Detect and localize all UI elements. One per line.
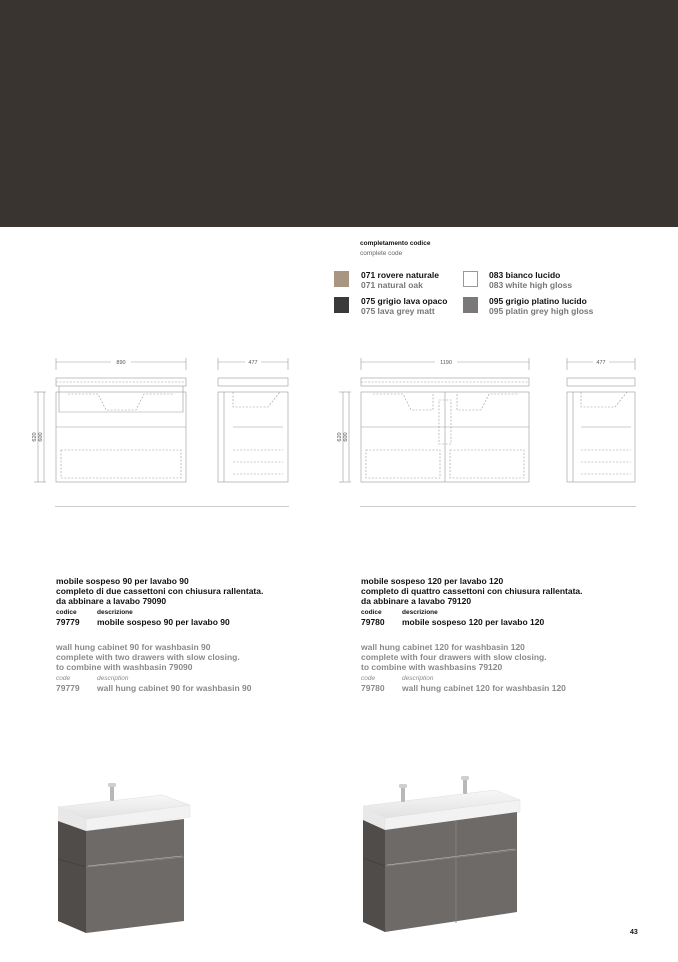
product-desc-it-1: completo di quattro cassettoni con chiusura rallentata. xyxy=(361,586,583,596)
desc-label-it: descrizione xyxy=(402,609,438,616)
desc-label-it: descrizione xyxy=(97,609,133,616)
product-desc-it-2: da abbinare a lavabo 79090 xyxy=(56,596,167,606)
swatch-platin-grey xyxy=(463,297,478,313)
separator-right xyxy=(360,506,636,507)
product-block-120 xyxy=(361,576,611,693)
code-label-en: code xyxy=(56,675,71,682)
code-row-it xyxy=(56,617,306,627)
code-label-en: code xyxy=(361,675,376,682)
product-code: 79779 xyxy=(56,617,80,627)
finish-label-en: 075 lava grey matt xyxy=(361,306,435,316)
finish-label-it: 083 bianco lucido xyxy=(489,270,561,280)
swatch-natural-oak xyxy=(334,271,349,287)
code-row-desc-it: mobile sospeso 90 per lavabo 90 xyxy=(97,617,230,627)
code-row-desc-en: wall hung cabinet 90 for washbasin 90 xyxy=(97,683,252,693)
technical-drawing-90-svg xyxy=(28,352,298,492)
code-header-it xyxy=(56,608,306,617)
product-photo-90 xyxy=(50,775,220,940)
separator-left xyxy=(55,506,289,507)
product-desc-en-2: to combine with washbasins 79120 xyxy=(361,662,503,672)
technical-drawing-120 xyxy=(333,352,643,492)
product-desc-it-1: completo di due cassettoni con chiusura rallentata. xyxy=(56,586,264,596)
code-header-en xyxy=(56,674,306,683)
dim-height-outer-120: 620 xyxy=(337,432,343,442)
code-row-en xyxy=(56,683,306,693)
technical-drawing-120-svg xyxy=(333,352,643,492)
swatch-white-gloss xyxy=(463,271,478,287)
finish-white-gloss xyxy=(489,270,572,290)
product-title-en: wall hung cabinet 90 for washbasin 90 xyxy=(56,642,211,652)
finish-label-it: 095 grigio platino lucido xyxy=(489,296,587,306)
dim-width-90: 890 xyxy=(116,360,126,366)
desc-label-en: description xyxy=(97,675,129,682)
finish-natural-oak xyxy=(361,270,439,290)
dim-depth-120: 477 xyxy=(596,360,606,366)
product-desc-en-1: complete with four drawers with slow closing. xyxy=(361,652,547,662)
technical-drawing-90 xyxy=(28,352,298,492)
code-row-desc-en: wall hung cabinet 120 for washbasin 120 xyxy=(402,683,566,693)
desc-label-en: description xyxy=(402,675,434,682)
code-label-it: codice xyxy=(56,609,77,616)
swatch-lava-grey xyxy=(334,297,349,313)
product-code: 79780 xyxy=(361,617,385,627)
dim-height-inner-90: 600 xyxy=(38,432,44,442)
code-row-it xyxy=(361,617,611,627)
code-header-en xyxy=(361,674,611,683)
finish-lava-grey xyxy=(361,296,447,316)
code-label-it: codice xyxy=(361,609,382,616)
dim-depth-90: 477 xyxy=(248,360,258,366)
finish-label-en: 071 natural oak xyxy=(361,280,423,290)
dim-height-inner-120: 600 xyxy=(343,432,349,442)
product-title-en: wall hung cabinet 120 for washbasin 120 xyxy=(361,642,525,652)
finishes-heading-en: complete code xyxy=(360,250,403,257)
product-photo-120 xyxy=(355,772,535,939)
cabinet-90-illustration xyxy=(50,775,220,935)
finish-label-it: 075 grigio lava opaco xyxy=(361,296,448,306)
product-title-it: mobile sospeso 120 per lavabo 120 xyxy=(361,576,504,586)
dim-width-120: 1190 xyxy=(440,360,452,366)
product-desc-it-2: da abbinare a lavabo 79120 xyxy=(361,596,472,606)
page-number: 43 xyxy=(630,929,638,936)
finishes-heading-it: completamento codice xyxy=(360,240,431,247)
product-code-en: 79779 xyxy=(56,683,80,693)
code-row-en xyxy=(361,683,611,693)
finish-label-en: 095 platin grey high gloss xyxy=(489,306,594,316)
dim-height-outer-90: 620 xyxy=(32,432,38,442)
product-desc-en-1: complete with two drawers with slow closing. xyxy=(56,652,240,662)
product-title-it: mobile sospeso 90 per lavabo 90 xyxy=(56,576,189,586)
header-color-band xyxy=(0,0,678,227)
finishes-heading xyxy=(360,239,430,259)
product-desc-en-2: to combine with washbasin 79090 xyxy=(56,662,193,672)
finish-label-en: 083 white high gloss xyxy=(489,280,573,290)
code-row-desc-it: mobile sospeso 120 per lavabo 120 xyxy=(402,617,545,627)
code-header-it xyxy=(361,608,611,617)
finish-platin-grey xyxy=(489,296,593,316)
product-block-90 xyxy=(56,576,306,693)
product-code-en: 79780 xyxy=(361,683,385,693)
finish-label-it: 071 rovere naturale xyxy=(361,270,439,280)
cabinet-120-illustration xyxy=(355,772,535,934)
